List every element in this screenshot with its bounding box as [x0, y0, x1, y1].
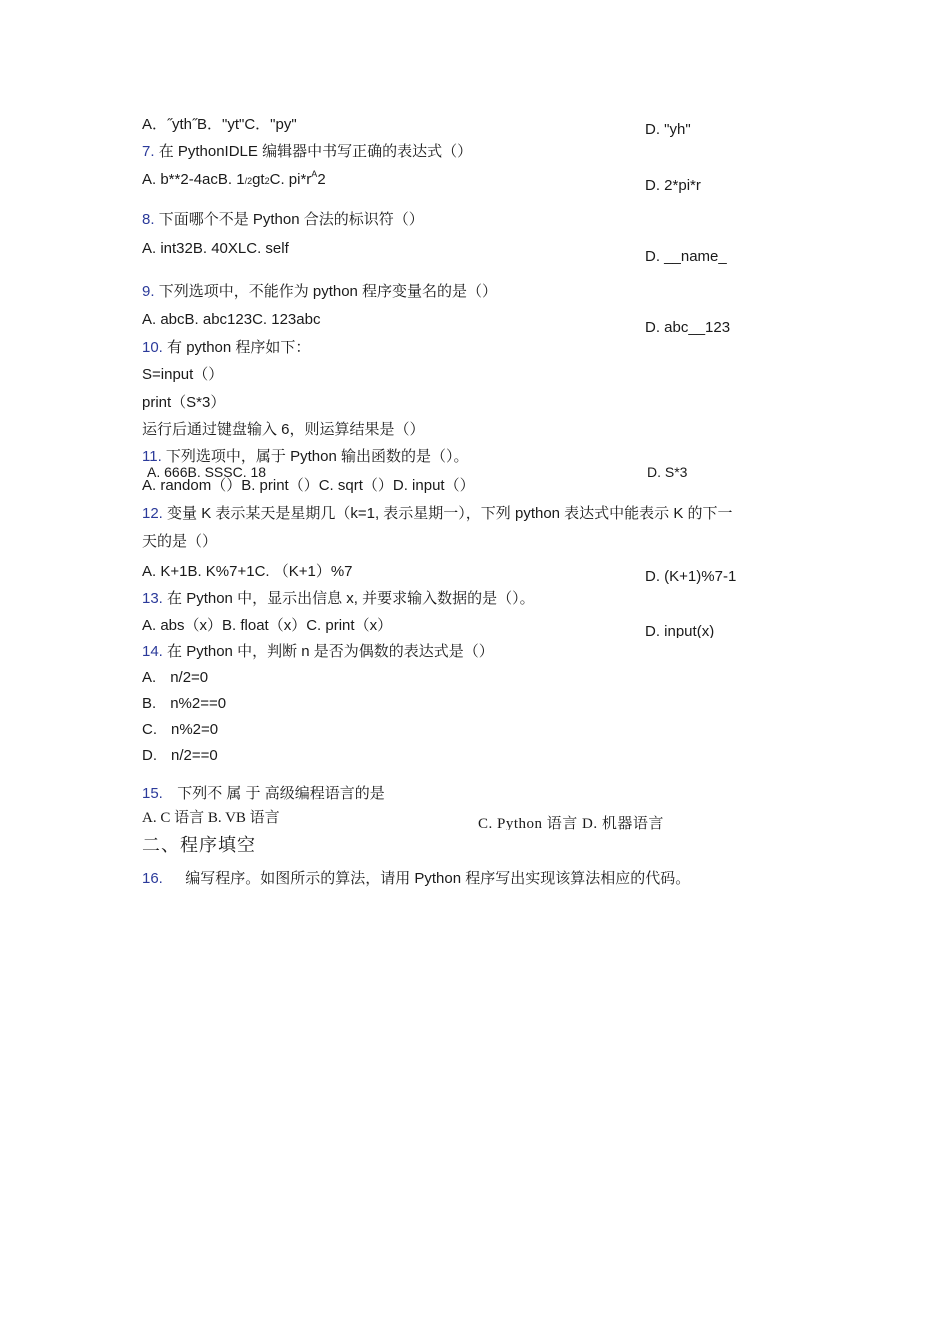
q10-code-line-1: S=input（）: [142, 366, 224, 383]
q12-text-2: 天的是（）: [142, 533, 218, 550]
q9-text: 下列选项中，不能作为 python 程序变量名的是（）: [158, 283, 498, 300]
q14-stem: [142, 642, 494, 662]
q10-number: 10.: [142, 339, 163, 356]
q15-options-ab: A. C 语言 B. VB 语言: [142, 810, 280, 826]
q9-stem: [142, 282, 497, 302]
q10-code-line-2: print（S*3）: [142, 394, 226, 411]
q6-option-d: D. "yh": [645, 121, 691, 138]
q14-option-d-text: n/2==0: [171, 747, 218, 764]
q10-stem: [142, 338, 310, 358]
q14-option-c-letter: C.: [142, 721, 157, 738]
q16-number: 16.: [142, 870, 163, 887]
q7-option-d: D. 2*pi*r: [645, 177, 701, 194]
q7-option-a: A. b**2-4acB. 1: [142, 171, 245, 188]
q14-option-b-text: n%2==0: [170, 695, 227, 712]
q14-option-b-letter: B.: [142, 695, 157, 712]
q13-text: 在 Python 中，显示出信息 x, 并要求输入数据的是（）。: [167, 590, 535, 607]
q7-option-b: gt: [252, 171, 265, 188]
q7-option-b-sub: /2: [244, 176, 253, 186]
q14-option-c: [142, 720, 218, 740]
q14-option-a-text: n/2=0: [170, 669, 209, 686]
q11-stem: [142, 447, 468, 467]
q15-number: 15.: [142, 785, 163, 802]
q14-option-c-text: n%2=0: [171, 721, 219, 738]
q13-number: 13.: [142, 590, 163, 607]
q9-number: 9.: [142, 283, 155, 300]
q13-stem: [142, 589, 535, 609]
q7-number: 7.: [142, 143, 155, 160]
q8-options-abc: A. int32B. 40XLC. self: [142, 240, 289, 257]
q9-options-abc: A. abcB. abc123C. 123abc: [142, 311, 321, 328]
q14-option-d-letter: D.: [142, 747, 157, 764]
q15-options-cd: C. Python 语言 D. 机器语言: [478, 816, 664, 830]
q13-option-d: D. input(x): [645, 623, 715, 638]
q6-options-abc: A．˝yth˝B．"yt"C．"py": [142, 116, 297, 133]
q7-text: 在 PythonIDLE 编辑器中书写正确的表达式（）: [158, 143, 473, 160]
q7-option-c: C. pi*r: [269, 171, 312, 188]
q11-text: 下列选项中，属于 Python 输出函数的是（）。: [165, 448, 469, 465]
q14-option-a-letter: A.: [142, 669, 157, 686]
q13-options-abc: A. abs（x）B. float（x）C. print（x）: [142, 617, 393, 634]
q12-options-abc: A. K+1B. K%7+1C. （K+1）%7: [142, 563, 353, 580]
q9-option-d: D. abc__123: [645, 319, 731, 336]
q15-text: 下列不 属 于 高级编程语言的是: [177, 785, 385, 802]
q10-text: 有 python 程序如下：: [167, 339, 311, 356]
q14-number: 14.: [142, 643, 163, 660]
section-heading: 二、程序填空: [142, 835, 256, 856]
q8-text: 下面哪个不是 Python 合法的标识符（）: [158, 211, 424, 228]
q14-option-b: [142, 694, 226, 714]
q15-stem: [142, 784, 385, 804]
q12-number: 12.: [142, 505, 163, 522]
q12-text: 变量 K 表示某天是星期几（k=1, 表示星期一），下列 python 表达式中能表示 K 的下一: [167, 505, 733, 522]
q11-options: A. random（）B. print（）C. sqrt（）D. input（）: [142, 477, 475, 494]
q16-stem: [142, 869, 690, 889]
q10-option-d: D. S*3: [647, 464, 688, 478]
q10-text-2: 运行后通过键盘输入 6，则运算结果是（）: [142, 421, 425, 438]
q8-stem: [142, 210, 424, 230]
q12-stem: [142, 504, 733, 524]
q14-text: 在 Python 中，判断 n 是否为偶数的表达式是（）: [167, 643, 494, 660]
q7-option-c-end: 2: [317, 171, 326, 188]
q14-option-a: [142, 668, 208, 688]
q14-option-d: [142, 746, 218, 766]
q10-options-abc: A. 666B. SSSC. 18: [147, 464, 267, 478]
q7-stem: [142, 142, 472, 162]
q7-option-c-sup: A: [311, 169, 318, 179]
q11-number: 11.: [142, 448, 162, 465]
q7-options-abc: [142, 170, 326, 191]
q7-option-b-sub2: 2: [264, 176, 270, 186]
q8-option-d: D. __name_: [645, 248, 727, 265]
q16-text: 编写程序。如图所示的算法，请用 Python 程序写出实现该算法相应的代码。: [185, 870, 691, 887]
q8-number: 8.: [142, 211, 155, 228]
q12-option-d: D. (K+1)%7-1: [645, 568, 737, 585]
